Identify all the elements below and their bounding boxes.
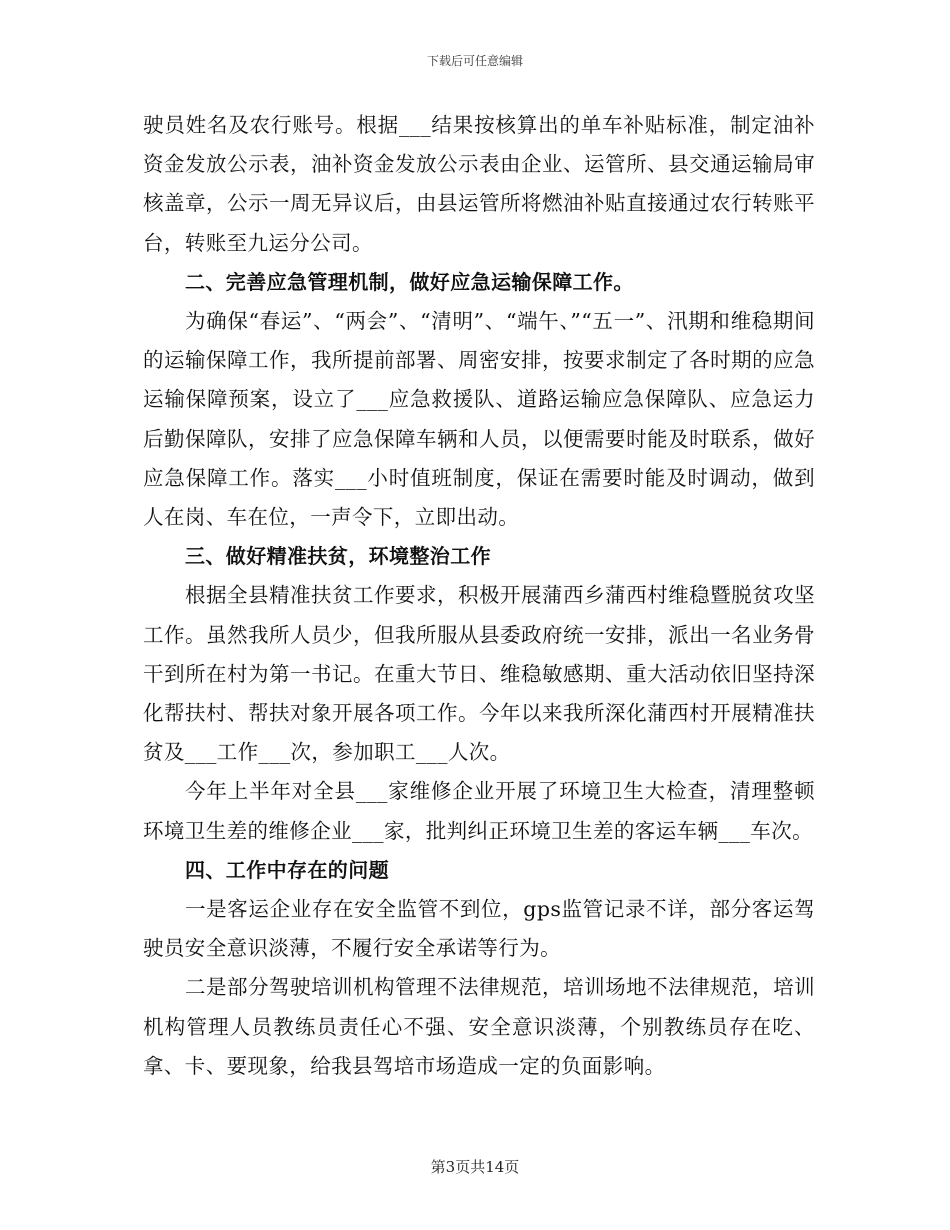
page-header: 下载后可任意编辑: [426, 54, 523, 68]
section-heading-emergency: 二、完善应急管理机制，做好应急运输保障工作。: [185, 269, 634, 294]
paragraph-poverty-alleviation: 根据全县精准扶贫工作要求，积极开展蒲西乡蒲西村维稳暨脱贫攻坚工作。虽然我所人员少，但我所服从县委政府统一安排，派出一名业务骨干到所在村为第一书记。在重大节日、维稳敏感期、重大活动依旧坚持深化帮扶村、帮扶对象开展各项工作。今年以来我所深化蒲西村开展精准扶贫及___工作___次，参加职工___人次。: [143, 583, 815, 765]
section-heading-poverty: 三、做好精准扶贫，环境整治工作: [185, 544, 491, 569]
section-heading-problems: 四、工作中存在的问题: [185, 857, 389, 882]
paragraph-subsidy-continuation: 驶员姓名及农行账号。根据___结果按核算出的单车补贴标准，制定油补资金发放公示表，油补资金发放公示表由企业、运管所、县交通运输局审核盖章，公示一周无异议后，由县运管所将燃油补贴直接通过农行转账平台，转账至九运分公司。: [143, 113, 815, 255]
paragraph-emergency-transport: 为确保“春运”、“两会”、“清明”、“端午、”“五一”、汛期和维稳期间的运输保障工作，我所提前部署、周密安排，按要求制定了各时期的应急运输保障预案，设立了___应急救援队、道路运输应急保障队、应急运力后勤保障队，安排了应急保障车辆和人员，以便需要时能及时联系，做好应急保障工作。落实___小时值班制度，保证在需要时能及时调动，做到人在岗、车在位，一声令下，立即出动。: [143, 309, 815, 530]
document-body: [143, 106, 815, 1086]
page-number: 第3页共14页: [430, 1158, 520, 1176]
paragraph-problem-two: 二是部分驾驶培训机构管理不法律规范，培训场地不法律规范，培训机构管理人员教练员责任心不强、安全意识淡薄，个别教练员存在吃、拿、卡、要现象，给我县驾培市场造成一定的负面影响。: [143, 975, 815, 1078]
paragraph-environment-inspection: 今年上半年对全县___家维修企业开展了环境卫生大检查，清理整顿环境卫生差的维修企业___家，批判纠正环境卫生差的客运车辆___车次。: [143, 779, 815, 843]
paragraph-problem-one: 一是客运企业存在安全监管不到位，gps监管记录不详，部分客运驾驶员安全意识淡薄，不履行安全承诺等行为。: [143, 897, 815, 961]
